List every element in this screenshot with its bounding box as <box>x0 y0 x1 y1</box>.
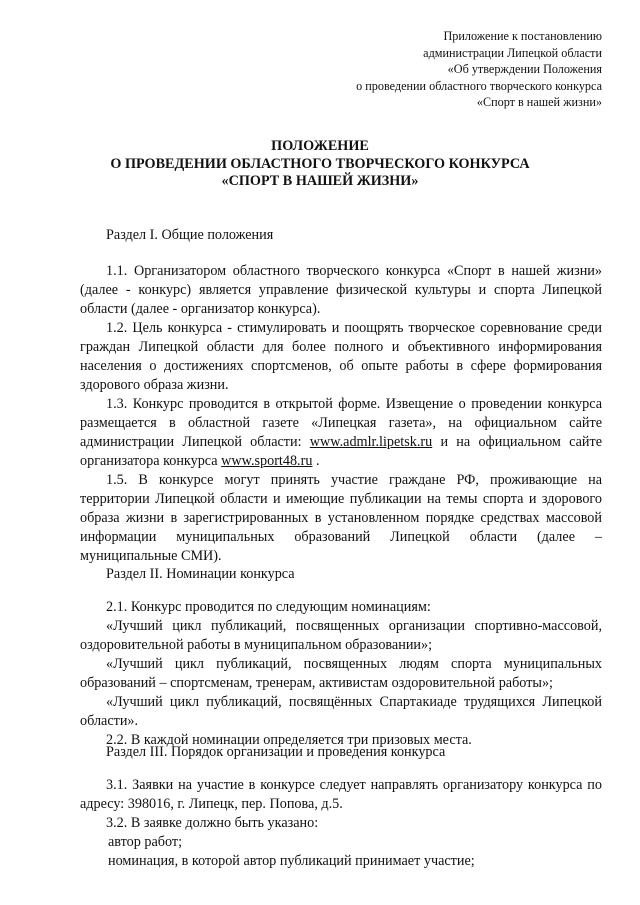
attachment-line-5: «Спорт в нашей жизни» <box>476 95 602 110</box>
document-title <box>0 138 640 191</box>
paragraph-1-3-text-a: 1.3. Конкурс проводится в открытой форме. Извещение о проведении конкурса размещается в областной газете «Липецкая газета», на официальном сайте администрации Липецкой области: <box>80 396 602 450</box>
paragraph-3-1: 3.1. Заявки на участие в конкурсе следует направлять организатору конкурса по адресу: 398016, г. Липецк, пер. Попова, д.5. <box>80 777 602 812</box>
paragraph-2-2: 2.2. В каждой номинации определяется три призовых места. <box>106 732 472 748</box>
sport48-site-link[interactable]: www.sport48.ru <box>221 453 313 469</box>
title-line-1: ПОЛОЖЕНИЕ <box>271 138 369 154</box>
attachment-line-2: администрации Липецкой области <box>423 45 602 60</box>
section-2-heading: Раздел II. Номинации конкурса <box>106 566 295 582</box>
paragraph-1-3 <box>80 395 602 471</box>
section-2-heading-block <box>80 565 602 584</box>
section-1-heading-block <box>80 226 602 245</box>
admin-site-link[interactable]: www.admlr.lipetsk.ru <box>309 434 433 450</box>
paragraph-1-2: 1.2. Цель конкурса - стимулировать и поощрять творческое соревнование среди граждан Липецкой области для более полного и объективного информирования населения о достижениях спортсменов, об опыте работы в сфере формирования здорового образа жизни. <box>80 320 602 393</box>
nomination-3: «Лучший цикл публикаций, посвящённых Спартакиаде трудящихся Липецкой области». <box>80 694 602 729</box>
title-line-2: О ПРОВЕДЕНИИ ОБЛАСТНОГО ТВОРЧЕСКОГО КОНКУРСА <box>110 155 530 172</box>
attachment-line-1: Приложение к постановлению <box>443 29 602 43</box>
paragraph-3-2: 3.2. В заявке должно быть указано: <box>106 815 319 831</box>
paragraph-1-3-text-b: и на официальном сайте организатора конкурса <box>80 434 602 469</box>
paragraph-2-1: 2.1. Конкурс проводится по следующим номинациям: <box>106 599 431 615</box>
nomination-1: «Лучший цикл публикаций, посвященных организации спортивно-массовой, оздоровительной работы в муниципальном образовании»; <box>80 618 602 653</box>
list-item-nomination: номинация, в которой автор публикаций принимает участие; <box>108 853 475 869</box>
attachment-header <box>356 28 602 111</box>
section-1 <box>80 262 602 566</box>
section-3-heading-block <box>80 743 602 762</box>
paragraph-1-5: 1.5. В конкурсе могут принять участие граждане РФ, проживающие на территории Липецкой области и имеющие публикации на темы спорта и здорового образа жизни в зарегистрированных в установленном порядке средствах массовой информации муниципальных образований Липецкой области (далее – муниципальные СМИ). <box>80 472 602 564</box>
paragraph-1-1: 1.1. Организатором областного творческого конкурса «Спорт в нашей жизни» (далее - конкурс) является управление физической культуры и спорта Липецкой области (далее - организатор конкурса). <box>80 263 602 317</box>
section-2 <box>80 598 602 750</box>
attachment-line-4: о проведении областного творческого конкурса <box>356 78 602 93</box>
attachment-line-3: «Об утверждении Положения <box>447 62 602 77</box>
list-item-author: автор работ; <box>108 834 183 850</box>
paragraph-1-3-text-c: . <box>312 453 320 469</box>
title-line-3: «СПОРТ В НАШЕЙ ЖИЗНИ» <box>221 173 419 190</box>
nomination-2: «Лучший цикл публикаций, посвященных людям спорта муниципальных образований – спортсменам, тренерам, активистам оздоровительной работы»; <box>80 656 602 691</box>
section-1-heading: Раздел I. Общие положения <box>106 227 274 243</box>
section-3 <box>80 776 602 871</box>
section-3-heading: Раздел III. Порядок организации и проведения конкурса <box>106 744 446 760</box>
